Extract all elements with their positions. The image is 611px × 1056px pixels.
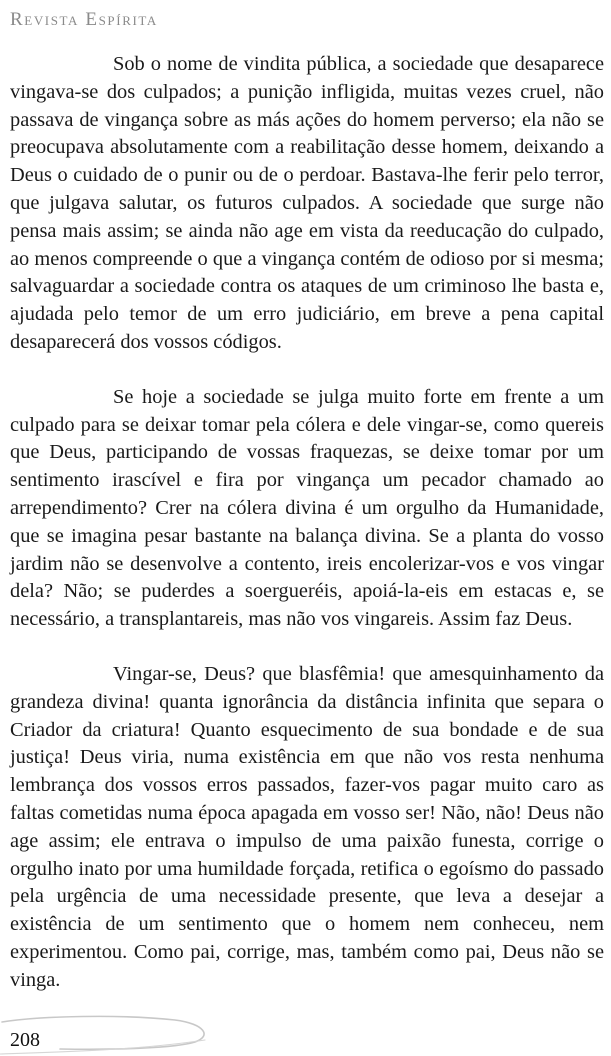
paragraph-3: Vingar-se, Deus? que blasfêmia! que amesquinhamento da grandeza divina! quanta ignorância da distância infinita que separa o Criador da criatura! Quanto esquecimento de sua bondade e de sua justiça! Deus viria, numa existência em que não vos resta nenhuma lembrança dos vossos erros passados, fazer-vos pagar muito caro as faltas cometidas numa época apagada em vosso ser! Não, não! Deus não age assim; ele entrava o impulso de uma paixão funesta, corrige o orgulho inato por uma humildade forçada, retifica o egoísmo do passado pela urgência de uma necessidade presente, que leva a desejar a existência de um sentimento que o homem nem conheceu, nem experimentou. Como pai, corrige, mas, também como pai, Deus não se vinga. [10, 662, 604, 991]
page-number: 208 [10, 1029, 40, 1051]
body-text [10, 51, 604, 995]
paragraph-1: Sob o nome de vindita pública, a sociedade que desaparece vingava-se dos culpados; a punição infligida, muitas vezes cruel, não passava de vingança sobre as más ações do homem perverso; ela não se preocupava absolutamente com a reabilitação desse homem, deixando a Deus o cuidado de o punir ou de o perdoar. Bastava-lhe ferir pelo terror, que julgava salutar, os futuros culpados. A sociedade que surge não pensa mais assim; se ainda não age em vista da reeducação do culpado, ao menos compreende o que a vingança contém de odioso por si mesma; salvaguardar a sociedade contra os ataques de um criminoso lhe basta e, ajudada pelo temor de um erro judiciário, em breve a pena capital desaparecerá dos vossos códigos. [10, 53, 604, 353]
paragraph-2: Se hoje a sociedade se julga muito forte em frente a um culpado para se deixar tomar pela cólera e dele vingar-se, como quereis que Deus, participando de vossas fraquezas, se deixe tomar por um sentimento irascível e fira por vingança um pecador chamado ao arrependimento? Crer na cólera divina é um orgulho da Humanidade, que se imagina pesar bastante na balança divina. Se a planta do vosso jardim não se desenvolve a contento, ireis encolerizar-vos e vos vingar dela? Não; se puderdes a soergueréis, apoiá-la-eis em estacas e, se necessário, a transplantareis, mas não vos vingareis. Assim faz Deus. [10, 385, 604, 631]
running-header: Revista Espírita [10, 9, 158, 30]
